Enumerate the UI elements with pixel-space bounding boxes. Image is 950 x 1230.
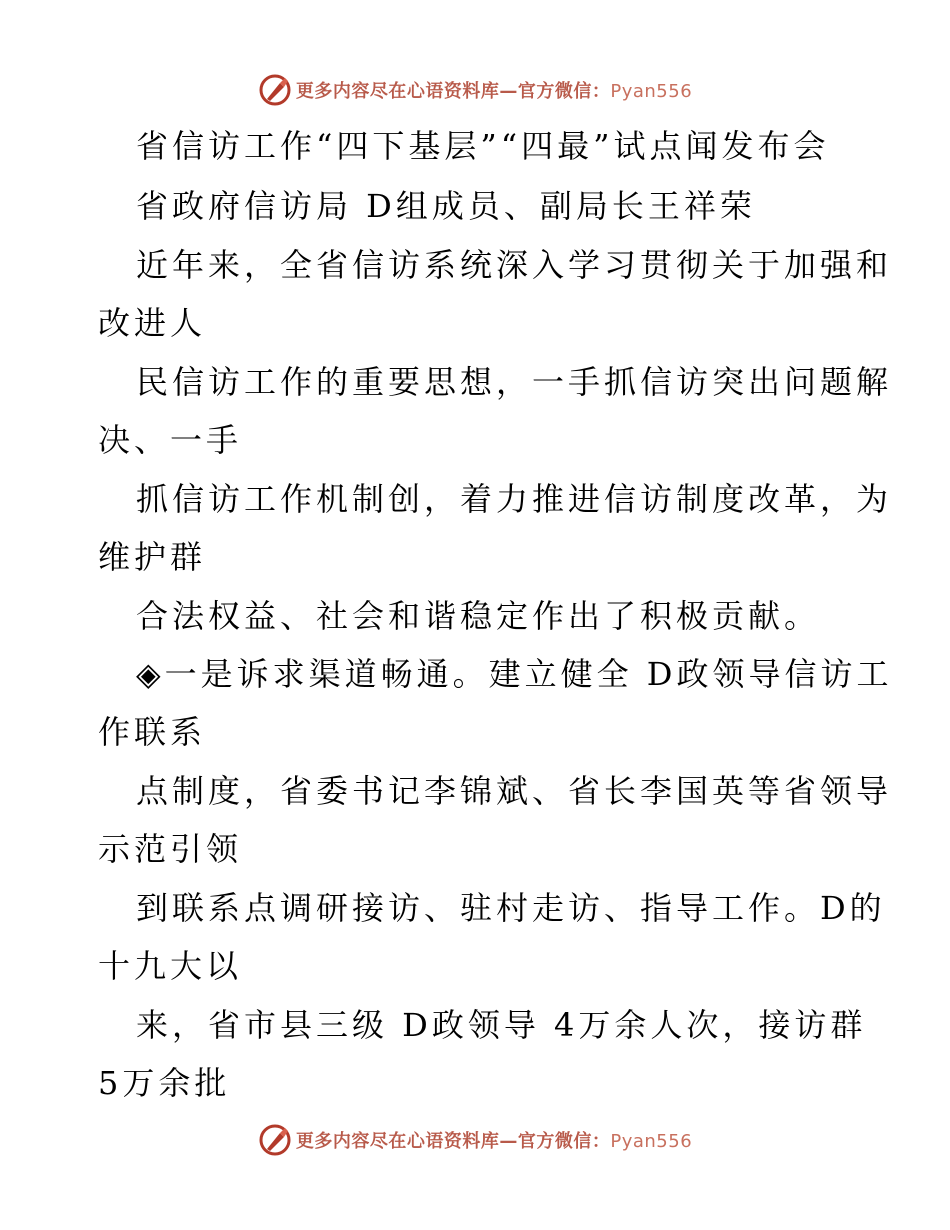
watermark-brand: 更多内容尽在心语资料库 <box>295 81 500 102</box>
watermark-suffix: 官方微信： <box>517 1131 611 1152</box>
paragraph-line: 点制度，省委书记李锦斌、省长李国英等省领导 <box>136 772 893 810</box>
paragraph-line: 抓信访工作机制创，着力推进信访制度改革，为 <box>136 480 893 518</box>
pen-nib-logo-icon <box>258 1123 292 1157</box>
watermark-handle: Pyan556 <box>610 81 693 102</box>
document-author: 省政府信访局 D组成员、副局长王祥荣 <box>136 187 756 225</box>
paragraph-line: 5万余批 <box>98 1064 231 1102</box>
paragraph-line: 来，省市县三级 D政领导 4万余人次，接访群 <box>136 1006 867 1044</box>
paragraph-line: 合法权益、社会和谐稳定作出了积极贡献。 <box>136 597 821 635</box>
paragraph-line: 十九大以 <box>98 947 243 985</box>
watermark-dash: — <box>499 1131 518 1152</box>
paragraph-line: 作联系 <box>98 713 207 751</box>
watermark-brand: 更多内容尽在心语资料库 <box>295 1131 500 1152</box>
paragraph-line: ◈一是诉求渠道畅通。建立健全 D政领导信访工 <box>136 655 893 693</box>
paragraph-line: 近年来，全省信访系统深入学习贯彻关于加强和 <box>136 246 893 284</box>
paragraph-line: 维护群 <box>98 538 207 576</box>
paragraph-line: 决、一手 <box>98 421 243 459</box>
watermark-dash: — <box>499 81 518 102</box>
paragraph-line: 到联系点调研接访、驻村走访、指导工作。D的 <box>136 889 886 927</box>
watermark-text <box>296 1127 692 1153</box>
document-title: 省信访工作“四下基层”“四最”试点闻发布会 <box>136 127 830 165</box>
paragraph-line: 示范引领 <box>98 830 243 868</box>
watermark-suffix: 官方微信： <box>517 81 611 102</box>
paragraph-line: 民信访工作的重要思想，一手抓信访突出问题解 <box>136 363 893 401</box>
watermark-banner-bottom <box>0 1120 950 1160</box>
watermark-handle: Pyan556 <box>610 1131 693 1152</box>
paragraph-line: 改进人 <box>98 304 207 342</box>
